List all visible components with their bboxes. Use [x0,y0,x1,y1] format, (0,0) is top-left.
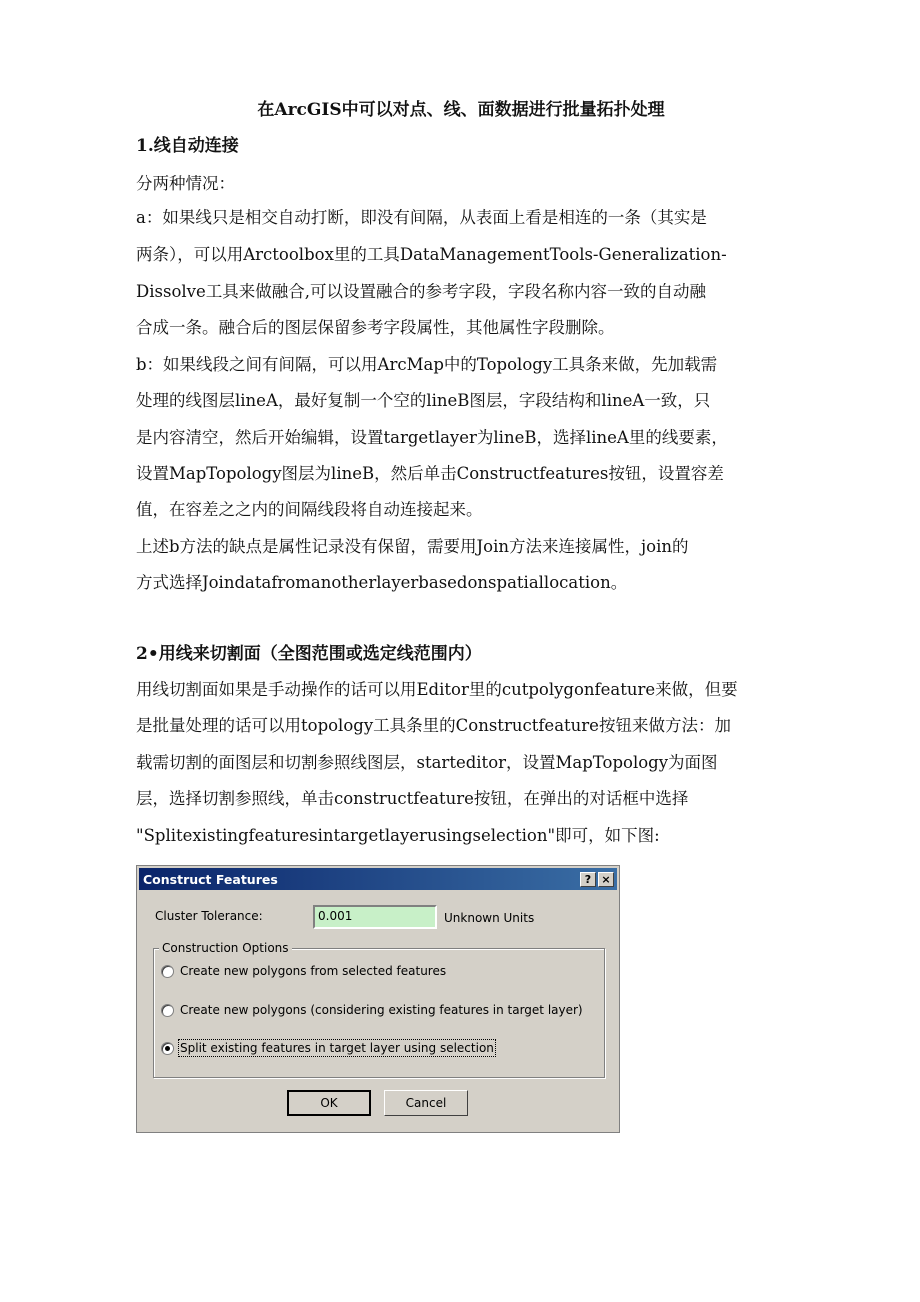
paragraph-line: 两条），可以用Arctoolbox里的工具DataManagementTools-Generalization- [136,245,727,264]
document-title: 在ArcGIS中可以对点、线、面数据进行批量拓扑处理 [257,100,665,120]
dialog-title: Construct Features [143,872,278,887]
paragraph-line: "Splitexistingfeaturesintargetlayerusingselection"即可，如下图: [136,826,660,845]
paragraph-line: b：如果线段之间有间隔，可以用ArcMap中的Topology工具条来做，先加载需 [136,355,718,374]
units-label: Unknown Units [444,911,535,925]
dialog-titlebar[interactable] [139,868,617,890]
option-label: Split existing features in target layer using selection [180,1041,494,1055]
paragraph-line: 分两种情况： [136,174,235,193]
paragraph-line: 载需切割的面图层和切割参照线图层，starteditor，设置MapTopology为面图 [136,753,718,772]
paragraph-line: Dissolve工具来做融合,可以设置融合的参考字段，字段名称内容一致的自动融 [136,282,706,301]
ok-button[interactable]: OK [287,1090,371,1116]
paragraph-line: 合成一条。融合后的图层保留参考字段属性，其他属性字段删除。 [136,318,615,337]
construction-options-legend: Construction Options [159,941,292,955]
cluster-tolerance-input[interactable]: 0.001 [313,905,437,929]
close-icon[interactable]: × [598,872,614,887]
cancel-button[interactable]: Cancel [384,1090,468,1116]
option-label: Create new polygons from selected features [180,964,447,978]
paragraph-line: 是内容清空，然后开始编辑，设置targetlayer为lineB，选择lineA里的线要素， [136,428,728,447]
radio-button[interactable] [161,1004,174,1017]
paragraph-line: 层，选择切割参照线，单击constructfeature按钮，在弹出的对话框中选择 [136,789,689,808]
paragraph-line: 是批量处理的话可以用topology工具条里的Constructfeature按钮来做方法：加 [136,716,731,735]
construct-features-dialog [136,865,620,1133]
section2-heading: 2•用线来切割面（全图范围或选定线范围内） [136,644,482,664]
paragraph-line: 方式选择Joindatafromanotherlayerbasedonspatiallocation。 [136,573,628,592]
paragraph-line: 设置MapTopology图层为lineB，然后单击Constructfeatures按钮，设置容差 [136,464,724,483]
radio-button[interactable] [161,965,174,978]
paragraph-line: 用线切割面如果是手动操作的话可以用Editor里的cutpolygonfeature来做，但要 [136,680,738,699]
paragraph-line: 上述b方法的缺点是属性记录没有保留，需要用Join方法来连接属性，join的 [136,537,689,556]
paragraph-line: 处理的线图层lineA，最好复制一个空的lineB图层，字段结构和lineA一致，只 [136,391,711,410]
radio-button-selected[interactable] [161,1042,174,1055]
section1-heading: 1.线自动连接 [136,136,239,156]
paragraph-line: 值，在容差之之内的间隔线段将自动连接起来。 [136,500,483,519]
paragraph-line: a：如果线只是相交自动打断，即没有间隔，从表面上看是相连的一条（其实是 [136,208,707,227]
option-label: Create new polygons (considering existing features in target layer) [180,1003,583,1017]
cluster-tolerance-label: Cluster Tolerance: [155,909,263,923]
help-icon[interactable]: ? [580,872,596,887]
